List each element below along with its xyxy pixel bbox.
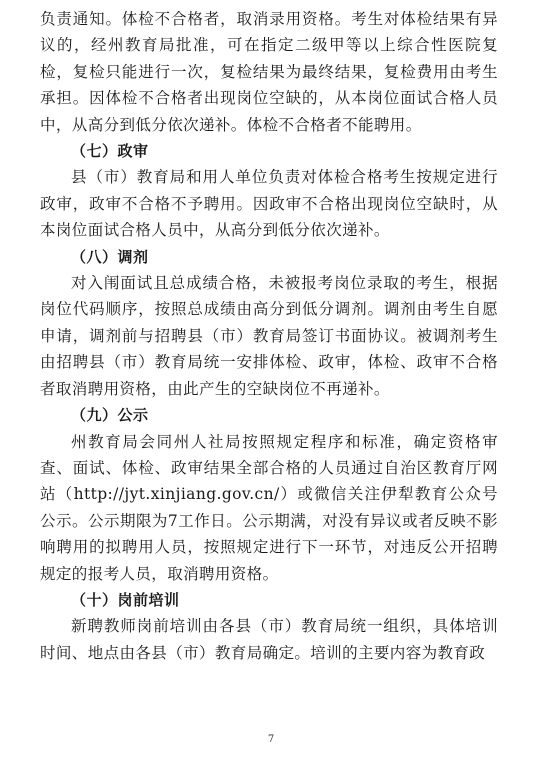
section-heading-political-review: （七）政审 — [71, 142, 149, 161]
body-paragraph-4: 州教育局会同州人社局按照规定程序和标准，确定资格审查、面试、体检、政审结果全部合格的人员通过自治区教育厅网站（http://jyt.xinjiang.gov.cn/）或微信关注伊犁教育公众号公示。公示期限为7工作日。公示期满，对没有异议或者反映不影响聘用的拟聘用人员，按照规定进行下一环节，对违反公开招聘规定的报考人员，取消聘用资格。 — [40, 432, 498, 583]
section-heading-publicity: （九）公示 — [71, 406, 149, 425]
body-paragraph-3: 对入闱面试且总成绩合格，未被报考岗位录取的考生，根据岗位代码顺序，按照总成绩由高分到低分调剂。调剂由考生自愿申请，调剂前与招聘县（市）教育局签订书面协议。被调剂考生由招聘县（市）教育局统一安排体检、政审，体检、政审不合格者取消聘用资格，由此产生的空缺岗位不再递补。 — [40, 274, 498, 398]
section-heading-adjustment: （八）调剂 — [71, 247, 149, 266]
body-paragraph-2: 县（市）教育局和用人单位负责对体检合格考生按规定进行政审，政审不合格不予聘用。因政审不合格出现岗位空缺时，从本岗位面试合格人员中，从高分到低分依次递补。 — [40, 168, 498, 240]
section-heading-pre-job-training: （十）岗前培训 — [71, 590, 180, 609]
body-paragraph-1: 负责通知。体检不合格者，取消录用资格。考生对体检结果有异议的，经州教育局批准，可在指定二级甲等以上综合性医院复检，复检只能进行一次，复检结果为最终结果，复检费用由考生承担。因体检不合格者出现岗位空缺的，从本岗位面试合格人员中，从高分到低分依次递补。体检不合格者不能聘用。 — [40, 10, 498, 134]
page-number: 7 — [267, 734, 275, 745]
body-paragraph-5: 新聘教师岗前培训由各县（市）教育局统一组织，具体培训时间、地点由各县（市）教育局确定。培训的主要内容为教育政 — [40, 617, 498, 662]
